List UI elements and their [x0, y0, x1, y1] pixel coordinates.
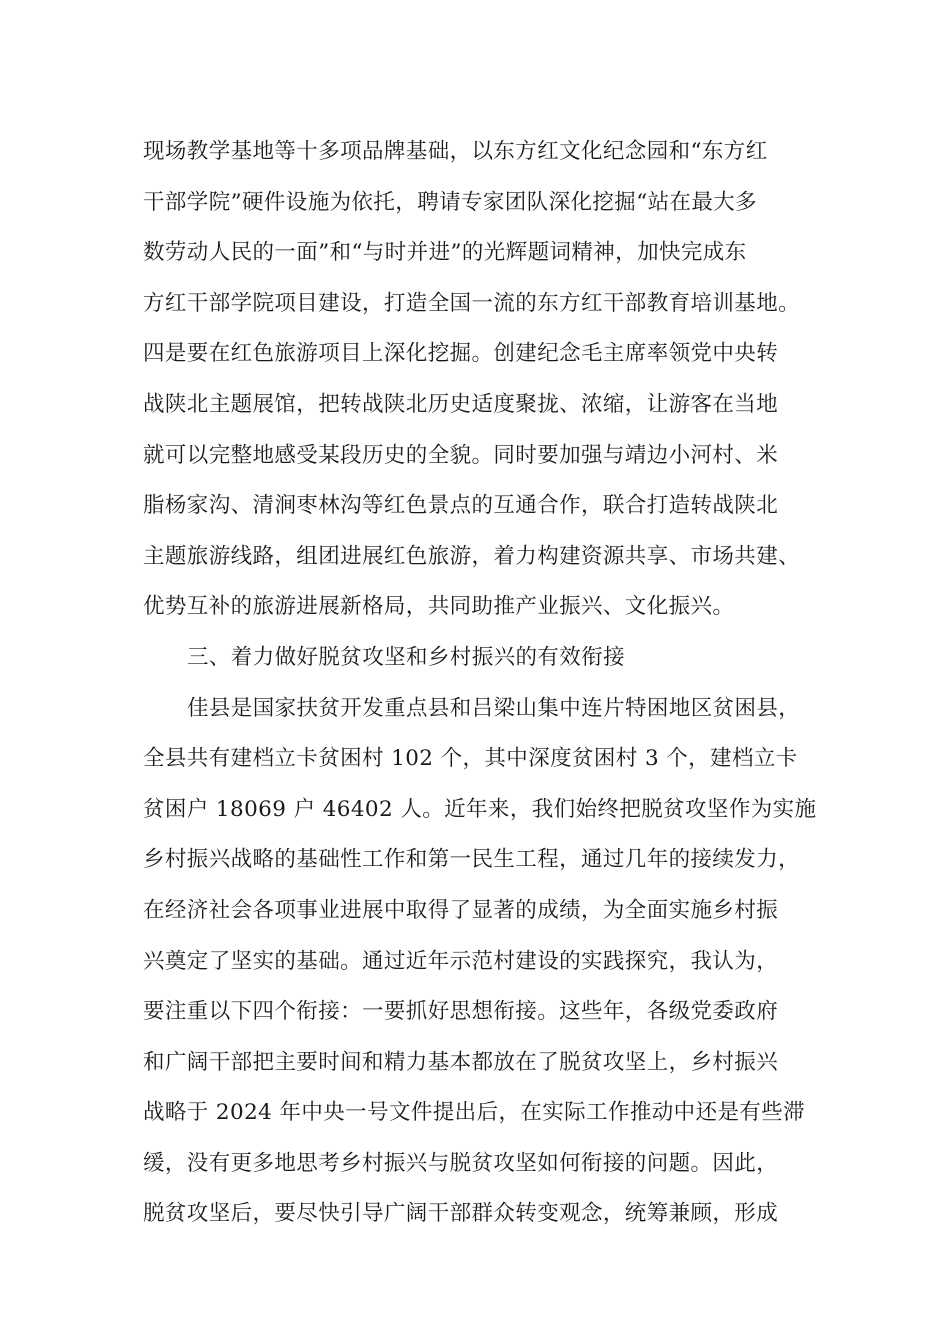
- text-line: 干部学院”硬件设施为依托，聘请专家团队深化挖掘“站在最大多: [143, 189, 758, 215]
- text-line: 现场教学基地等十多项品牌基础，以东方红文化纪念园和“东方红: [143, 139, 768, 164]
- text-line: 乡村振兴战略的基础性工作和第一民生工程，通过几年的接续发力，: [143, 847, 801, 873]
- document-body: [143, 127, 843, 1240]
- text-line: 四是要在红色旅游项目上深化挖掘。创建纪念毛主席率领党中央转: [143, 341, 779, 367]
- text-line: 优势互补的旅游进展新格局，共同助推产业振兴、文化振兴。: [143, 594, 735, 620]
- section-heading: 三、着力做好脱贫攻坚和乡村振兴的有效衔接: [187, 644, 626, 670]
- text-line: 缓，没有更多地思考乡村振兴与脱贫攻坚如何衔接的问题。因此，: [143, 1150, 779, 1176]
- text-line: 主题旅游线路，组团进展红色旅游，着力构建资源共享、市场共建、: [143, 543, 801, 569]
- paragraph-first-line: 佳县是国家扶贫开发重点县和吕梁山集中连片特困地区贫困县，: [187, 695, 801, 721]
- text-line: 方红干部学院项目建设，打造全国一流的东方红干部教育培训基地。: [143, 290, 801, 316]
- text-line: 贫困户 18069 户 46402 人。近年来，我们始终把脱贫攻坚作为实施: [143, 796, 817, 822]
- text-line: 战略于 2024 年中央一号文件提出后，在实际工作推动中还是有些滞: [143, 1100, 806, 1126]
- text-line: 在经济社会各项事业进展中取得了显著的成绩，为全面实施乡村振: [143, 897, 779, 923]
- text-line: 数劳动人民的一面”和“与时并进”的光辉题词精神，加快完成东: [143, 240, 747, 266]
- text-line: 兴奠定了坚实的基础。通过近年示范村建设的实践探究，我认为，: [143, 948, 779, 974]
- text-line: 脂杨家沟、清涧枣林沟等红色景点的互通合作，联合打造转战陕北: [143, 493, 779, 519]
- text-line: 就可以完整地感受某段历史的全貌。同时要加强与靖边小河村、米: [143, 442, 779, 468]
- text-line: 和广阔干部把主要时间和精力基本都放在了脱贫攻坚上，乡村振兴: [143, 1049, 779, 1075]
- text-line: 要注重以下四个衔接：一要抓好思想衔接。这些年，各级党委政府: [143, 999, 779, 1025]
- text-line: 全县共有建档立卡贫困村 102 个，其中深度贫困村 3 个，建档立卡: [143, 746, 798, 772]
- text-line: 战陕北主题展馆，把转战陕北历史适度聚拢、浓缩，让游客在当地: [143, 391, 779, 417]
- text-line: 脱贫攻坚后，要尽快引导广阔干部群众转变观念，统筹兼顾，形成: [143, 1201, 779, 1227]
